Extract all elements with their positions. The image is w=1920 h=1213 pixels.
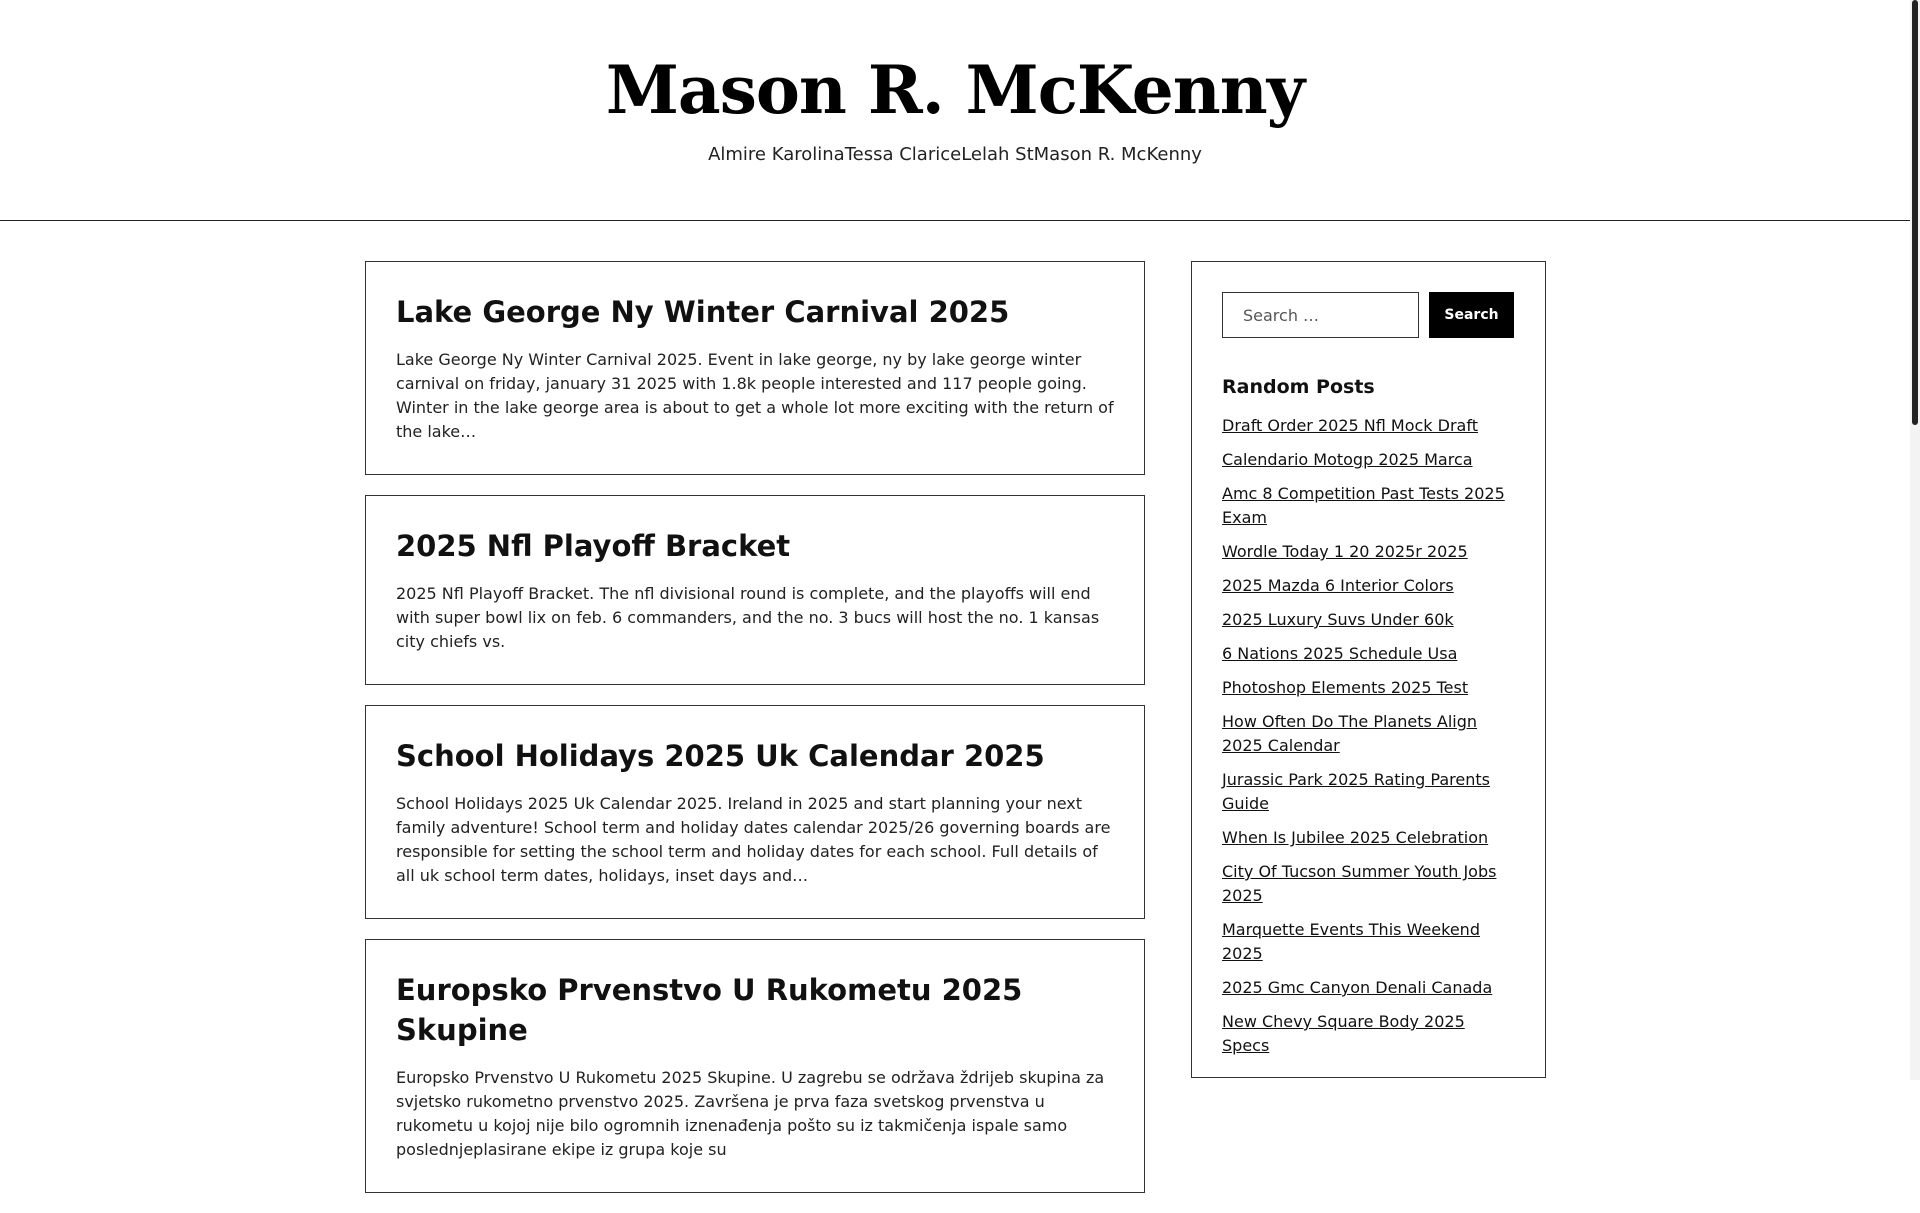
list-item [1222, 768, 1515, 816]
search-input[interactable] [1222, 292, 1419, 338]
list-item [1222, 826, 1515, 850]
list-item [1222, 976, 1515, 1000]
nav-link-mason-mckenny[interactable]: Mason R. McKenny [1033, 144, 1202, 165]
post-card [365, 495, 1145, 685]
post-title[interactable]: 2025 Nfl Playoff Bracket [396, 529, 791, 563]
site-title[interactable]: Mason R. McKenny [605, 51, 1305, 129]
random-posts-list [1222, 414, 1515, 1058]
random-post-link[interactable]: 6 Nations 2025 Schedule Usa [1222, 644, 1458, 663]
sidebar [1191, 261, 1546, 1078]
random-post-link[interactable]: 2025 Mazda 6 Interior Colors [1222, 576, 1454, 595]
post-card [365, 705, 1145, 919]
post-excerpt: Europsko Prvenstvo U Rukometu 2025 Skupine. U zagrebu se održava ždrijeb skupina za svjetsko rukometno prvenstvo 2025. Završena je prva faza svetskog prvenstva u rukometu u kojoj nije bilo ogromnih iznenađenja pošto su iz takmičenja ispale samo poslednjeplasirane ekipe iz grupa koje su [396, 1068, 1105, 1159]
post-list-main [365, 261, 1145, 1213]
post-excerpt: School Holidays 2025 Uk Calendar 2025. Ireland in 2025 and start planning your next family adventure! School term and holiday dates calendar 2025/26 governing boards are responsible for setting the school term and holiday dates for each school. Full details of all uk school term dates, holidays, inset days and… [396, 794, 1111, 885]
list-item [1222, 710, 1515, 758]
post-title[interactable]: School Holidays 2025 Uk Calendar 2025 [396, 739, 1045, 773]
random-post-link[interactable]: 2025 Luxury Suvs Under 60k [1222, 610, 1454, 629]
random-post-link[interactable]: Jurassic Park 2025 Rating Parents Guide [1222, 770, 1490, 813]
random-post-link[interactable]: Amc 8 Competition Past Tests 2025 Exam [1222, 484, 1505, 527]
list-item [1222, 448, 1515, 472]
nav-link-almire-karolina[interactable]: Almire Karolina [708, 144, 845, 165]
nav-link-lelah-st[interactable]: Lelah St [961, 144, 1034, 165]
scrollbar-thumb[interactable] [1912, 0, 1918, 425]
search-form [1222, 292, 1515, 338]
nav-link-tessa-clarice[interactable]: Tessa Clarice [844, 144, 962, 165]
random-post-link[interactable]: Draft Order 2025 Nfl Mock Draft [1222, 416, 1478, 435]
random-post-link[interactable]: Marquette Events This Weekend 2025 [1222, 920, 1480, 963]
post-excerpt: Lake George Ny Winter Carnival 2025. Event in lake george, ny by lake george winter carnival on friday, january 31 2025 with 1.8k people interested and 117 people going. Winter in the lake george area is about to get a whole lot more exciting with the return of the lake… [396, 350, 1114, 441]
list-item [1222, 574, 1515, 598]
post-title[interactable]: Lake George Ny Winter Carnival 2025 [396, 295, 1010, 329]
random-post-link[interactable]: New Chevy Square Body 2025 Specs [1222, 1012, 1465, 1055]
post-card [365, 939, 1145, 1193]
random-post-link[interactable]: How Often Do The Planets Align 2025 Calendar [1222, 712, 1478, 755]
post-card [365, 261, 1145, 475]
random-post-link[interactable]: Wordle Today 1 20 2025r 2025 [1222, 542, 1468, 561]
random-post-link[interactable]: City Of Tucson Summer Youth Jobs 2025 [1222, 862, 1497, 905]
list-item [1222, 1010, 1515, 1058]
list-item [1222, 540, 1515, 564]
list-item [1222, 860, 1515, 908]
site-header [0, 0, 1910, 221]
random-post-link[interactable]: Calendario Motogp 2025 Marca [1222, 450, 1473, 469]
list-item [1222, 414, 1515, 438]
post-excerpt: 2025 Nfl Playoff Bracket. The nfl divisional round is complete, and the playoffs will end with super bowl lix on feb. 6 commanders, and the no. 3 bucs will host the no. 1 kansas city chiefs vs. [396, 584, 1100, 651]
page-scrollbar[interactable] [1910, 0, 1920, 1080]
list-item [1222, 482, 1515, 530]
post-title[interactable]: Europsko Prvenstvo U Rukometu 2025 Skupine [396, 973, 1023, 1047]
random-post-link[interactable]: Photoshop Elements 2025 Test [1222, 678, 1469, 697]
search-button[interactable]: Search [1429, 292, 1514, 338]
list-item [1222, 608, 1515, 632]
list-item [1222, 918, 1515, 966]
site-navigation [0, 142, 1910, 168]
random-post-link[interactable]: 2025 Gmc Canyon Denali Canada [1222, 978, 1493, 997]
random-posts-heading: Random Posts [1222, 376, 1375, 398]
random-post-link[interactable]: When Is Jubilee 2025 Celebration [1222, 828, 1489, 847]
list-item [1222, 676, 1515, 700]
list-item [1222, 642, 1515, 666]
